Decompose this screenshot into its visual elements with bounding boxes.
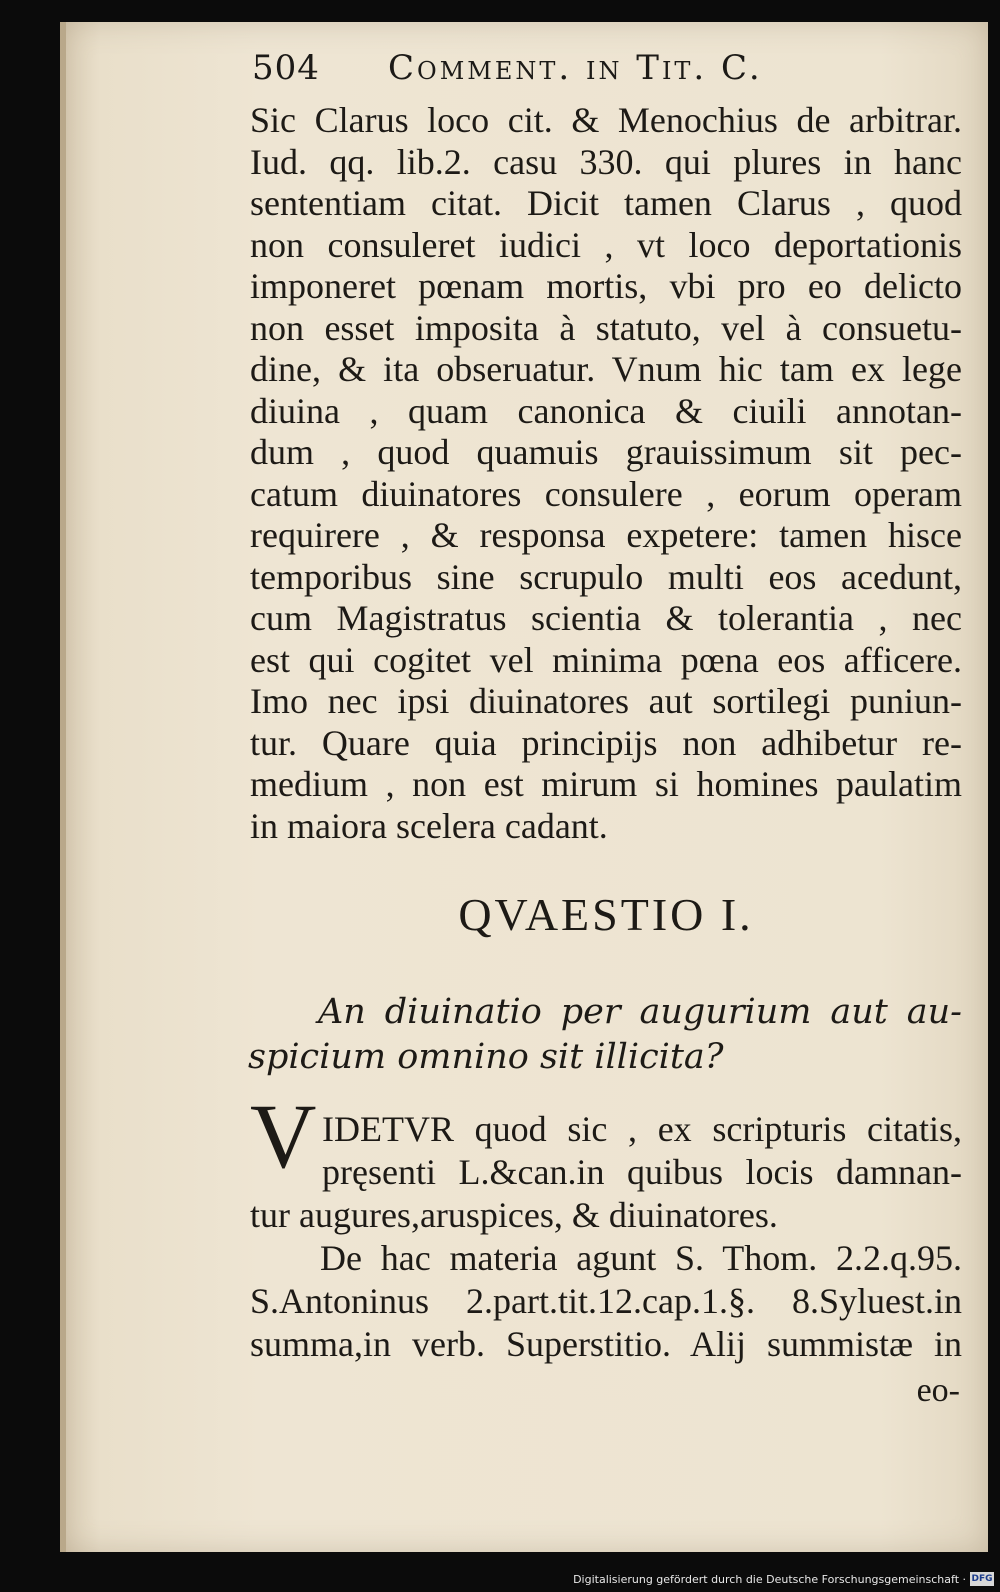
page-gutter-edge [60,22,66,1552]
text-line: non esset imposita à statuto, vel à consuetu- [250,307,962,348]
text-line: dine, & ita obseruatur. Vnum hic tam ex lege [250,349,962,389]
running-title: Comment. in Tit. C. [388,48,763,88]
text-line: medium , non est mirum si homines paulatim [250,764,962,804]
text-line: pręsenti L.&can.in quibus locis damnan- [322,1152,962,1192]
text-line: temporibus sine scrupulo multi eos acedunt, [250,556,962,597]
text-line: Iud. qq. lib.2. casu 330. qui plures in hanc [250,141,962,182]
digitization-credit: Digitalisierung gefördert durch die Deutsche Forschungsgemeinschaft · [573,1573,966,1586]
text-line: Sic Clarus loco cit. & Menochius de arbitrar. [250,100,962,140]
text-line: requirere , & responsa expetere: tamen hisce [250,515,962,555]
question-line: An diuinatio per augurium aut au- [318,992,962,1032]
text-line: De hac materia agunt S. Thom. 2.2.q.95. [320,1238,962,1278]
text-line: tur. Quare quia principijs non adhibetur re- [250,722,962,763]
text-line: summa,in verb. Superstitio. Alij summistæ in [250,1324,962,1364]
text-line: est qui cogitet vel minima pœna eos afficere. [250,639,962,680]
dfg-logo: DFG [971,1574,993,1584]
question-text [248,990,962,1080]
text-line: dum , quod quamuis grauissimum sit pec- [250,432,962,472]
text-line: imponeret pœnam mortis, vbi pro eo delicto [250,266,962,306]
text-line: non consuleret iudici , vt loco deportationis [250,224,962,265]
text-line: diuina , quam canonica & ciuili annotan- [250,390,962,431]
drop-cap-initial: V [250,1085,317,1187]
catchword: eo- [916,1372,960,1409]
section-heading: QVAESTIO I. [458,889,754,940]
answer-paragraph [250,1108,962,1366]
running-head [252,48,952,94]
body-paragraph [250,100,962,847]
question-line: spicium omnino sit illicita? [248,1037,724,1077]
text-line: IDETVR quod sic , ex scripturis citatis, [322,1109,962,1149]
text-line: catum diuinatores consulere , eorum operam [250,473,962,514]
text-line: sententiam citat. Dicit tamen Clarus , quod [250,183,962,223]
text-line: tur augures,aruspices, & diuinatores. [250,1195,778,1235]
text-line: in maiora scelera cadant. [250,805,608,846]
text-line: S.Antoninus 2.part.tit.12.cap.1.§. 8.Syluest.in [250,1281,962,1321]
text-line: Imo nec ipsi diuinatores aut sortilegi puniun- [250,681,962,721]
text-line: cum Magistratus scientia & tolerantia , nec [250,598,962,638]
page-number: 504 [252,48,320,88]
